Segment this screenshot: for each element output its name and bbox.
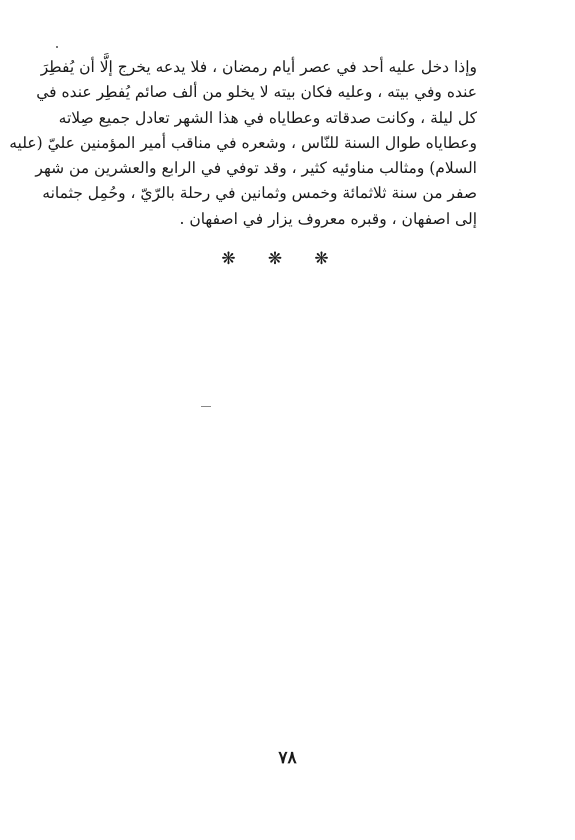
asterism-ornament-icon: ❋ (314, 249, 329, 269)
section-divider (220, 251, 330, 268)
text-line: السلام) ومثالب مناوئيه كثير ، وقد توفي في الرابع والعشرين من شهر (35, 159, 477, 178)
page-number: ٧٨ (278, 748, 297, 768)
text-line: صفر من سنة ثلاثمائة وخمس وثمانين في رحلة بالرّيّ ، وحُمِل جثمانه (42, 184, 477, 203)
print-speck (201, 406, 211, 407)
text-line: إلى اصفهان ، وقبره معروف يزار في اصفهان . (179, 209, 477, 228)
asterism-ornament-icon: ❋ (221, 249, 236, 269)
asterism-ornament-icon: ❋ (267, 249, 283, 269)
text-line: كل ليلة ، وكانت صدقاته وعطاياه في هذا الشهر تعادل جميع صِلاته (58, 108, 477, 127)
text-line: وعطاياه طوال السنة للنّاس ، وشعره في مناقب أمير المؤمنين عليّ (عليه (9, 133, 477, 152)
body-text (9, 55, 477, 232)
text-line: عنده وفي بيته ، وعليه فكان بيته لا يخلو من ألف صائم يُفطِر عنده في (36, 83, 477, 102)
text-line: وإذا دخل عليه أحد في عصر أيام رمضان ، فلا يدعه يخرج إلَّا أن يُفطِرَ (40, 58, 477, 76)
print-speck (56, 46, 58, 48)
